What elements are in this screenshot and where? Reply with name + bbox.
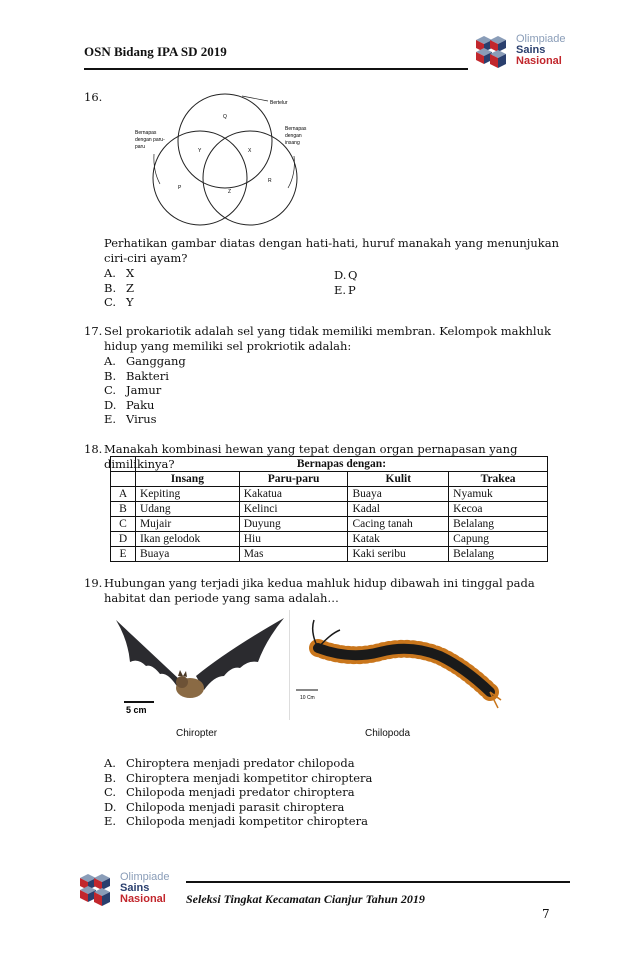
table-row[interactable] bbox=[111, 502, 548, 517]
table-row[interactable] bbox=[111, 487, 548, 502]
venn-label-q: Q bbox=[223, 114, 227, 120]
row-key: E bbox=[111, 547, 136, 562]
q17-option-a[interactable]: A. Ganggang bbox=[104, 354, 186, 368]
logo-line-1: Olimpiade bbox=[516, 33, 566, 45]
table-row[interactable] bbox=[111, 547, 548, 562]
centipede-scale-label: 10 Cm bbox=[300, 695, 315, 701]
q19-option-e[interactable]: E. Chilopoda menjadi kompetitor chiroptera bbox=[104, 814, 368, 829]
table-cell: Mas bbox=[239, 547, 348, 562]
bat-image bbox=[108, 610, 288, 720]
table-cell: Mujair bbox=[135, 517, 239, 532]
q19-option-d[interactable]: D. Chilopoda menjadi parasit chiroptera bbox=[104, 799, 345, 814]
q19-number: 19. bbox=[84, 576, 103, 590]
venn-label-x: X bbox=[248, 148, 252, 154]
q16-option-e[interactable]: E. P bbox=[334, 282, 356, 297]
table-cell: Belalang bbox=[449, 547, 548, 562]
footer-rule bbox=[186, 881, 570, 883]
q16-options-right bbox=[334, 268, 357, 297]
q16-option-a[interactable]: A. X bbox=[104, 266, 135, 280]
q16-option-c[interactable]: C. Y bbox=[104, 295, 134, 310]
table-title-row bbox=[111, 457, 548, 472]
osn-cube-icon bbox=[74, 868, 118, 912]
venn-label-z: Z bbox=[228, 189, 232, 195]
table-cell: Kepiting bbox=[135, 487, 239, 502]
table-cell: Kelinci bbox=[239, 502, 348, 517]
page-number: 7 bbox=[542, 907, 550, 921]
header-title: OSN Bidang IPA SD 2019 bbox=[84, 44, 227, 59]
venn-label-paru-3: paru bbox=[135, 144, 146, 150]
table-cell: Capung bbox=[449, 532, 548, 547]
q17-option-c[interactable]: C. Jamur bbox=[104, 383, 162, 398]
row-key: C bbox=[111, 517, 136, 532]
table-cell: Kadal bbox=[348, 502, 449, 517]
venn-label-paru-1: Bernapas bbox=[135, 130, 157, 136]
table-cell: Nyamuk bbox=[449, 487, 548, 502]
q18-text: Manakah kombinasi hewan yang tepat dengan organ pernapasan yang dimilikinya? bbox=[104, 442, 518, 471]
table-cell: Kakatua bbox=[239, 487, 348, 502]
q16-number: 16. bbox=[84, 90, 103, 104]
q17-option-d[interactable]: D. Paku bbox=[104, 397, 155, 412]
table-cell: Kaki seribu bbox=[348, 547, 449, 562]
q19-options bbox=[104, 756, 372, 829]
header-logo-text bbox=[516, 34, 566, 67]
col-header: Kulit bbox=[348, 472, 449, 487]
osn-cube-icon bbox=[470, 30, 514, 74]
table-row[interactable] bbox=[111, 517, 548, 532]
logo-line-2: Sains bbox=[516, 44, 546, 56]
row-key: A bbox=[111, 487, 136, 502]
q18-table bbox=[110, 456, 548, 562]
logo-line-3: Nasional bbox=[120, 893, 166, 905]
venn-label-r: R bbox=[268, 178, 272, 184]
col-header: Trakea bbox=[449, 472, 548, 487]
q16-text: Perhatikan gambar diatas dengan hati-hati, huruf manakah yang menunjukan ciri-ciri ayam? bbox=[104, 236, 559, 265]
col-header: Paru-paru bbox=[239, 472, 348, 487]
q17-number: 17. bbox=[84, 324, 103, 338]
venn-label-y: Y bbox=[198, 148, 202, 154]
q18-number: 18. bbox=[84, 442, 103, 456]
table-cell: Cacing tanah bbox=[348, 517, 449, 532]
table-cell: Belalang bbox=[449, 517, 548, 532]
logo-line-1: Olimpiade bbox=[120, 871, 170, 883]
table-header-row bbox=[111, 472, 548, 487]
table-cell: Hiu bbox=[239, 532, 348, 547]
table-cell: Katak bbox=[348, 532, 449, 547]
q17-text: Sel prokariotik adalah sel yang tidak memiliki membran. Kelompok makhluk hidup yang memiliki sel prokriotik adalah: bbox=[104, 324, 551, 353]
q19-option-a[interactable]: A. Chiroptera menjadi predator chilopoda bbox=[104, 756, 355, 770]
footer-logo-text bbox=[120, 872, 170, 905]
venn-label-paru-2: dengan paru- bbox=[135, 137, 165, 143]
venn-label-insang-3: insang bbox=[285, 140, 300, 146]
q16-option-d[interactable]: D. Q bbox=[334, 268, 358, 282]
footer-text: Seleksi Tingkat Kecamatan Cianjur Tahun 2019 bbox=[186, 892, 425, 906]
table-title: Bernapas dengan: bbox=[135, 457, 547, 472]
q17-options bbox=[104, 354, 186, 427]
table-cell: Buaya bbox=[135, 547, 239, 562]
bat-scale-label: 5 cm bbox=[126, 705, 147, 715]
row-key: B bbox=[111, 502, 136, 517]
col-header: Insang bbox=[135, 472, 239, 487]
table-cell: Ikan gelodok bbox=[135, 532, 239, 547]
footer-logo bbox=[74, 868, 118, 916]
q16-options-left bbox=[104, 266, 134, 310]
header-rule bbox=[84, 68, 468, 70]
venn-label-insang-2: dengan bbox=[285, 133, 302, 139]
table-cell: Duyung bbox=[239, 517, 348, 532]
q16-option-b[interactable]: B. Z bbox=[104, 280, 134, 295]
logo-line-2: Sains bbox=[120, 882, 150, 894]
venn-label-p: P bbox=[178, 185, 182, 191]
q19-option-b[interactable]: B. Chiroptera menjadi kompetitor chiroptera bbox=[104, 770, 373, 785]
row-key: D bbox=[111, 532, 136, 547]
q17-option-b[interactable]: B. Bakteri bbox=[104, 368, 169, 383]
q16-venn-diagram bbox=[118, 86, 308, 226]
logo-line-3: Nasional bbox=[516, 55, 562, 67]
q19-option-c[interactable]: C. Chilopoda menjadi predator chiroptera bbox=[104, 785, 355, 800]
caption-chilopoda: Chilopoda bbox=[365, 728, 411, 739]
table-cell: Buaya bbox=[348, 487, 449, 502]
centipede-image bbox=[290, 612, 502, 720]
caption-chiropter: Chiropter bbox=[176, 728, 218, 739]
table-cell: Udang bbox=[135, 502, 239, 517]
venn-label-insang-1: Bernapas bbox=[285, 126, 307, 132]
header-logo bbox=[470, 30, 514, 78]
q17-option-e[interactable]: E. Virus bbox=[104, 412, 157, 427]
table-row[interactable] bbox=[111, 532, 548, 547]
table-cell: Kecoa bbox=[449, 502, 548, 517]
venn-label-bertelur: Bertelur bbox=[270, 100, 288, 106]
q19-text: Hubungan yang terjadi jika kedua mahluk hidup dibawah ini tinggal pada habitat dan periode yang sama adalah… bbox=[104, 576, 535, 605]
